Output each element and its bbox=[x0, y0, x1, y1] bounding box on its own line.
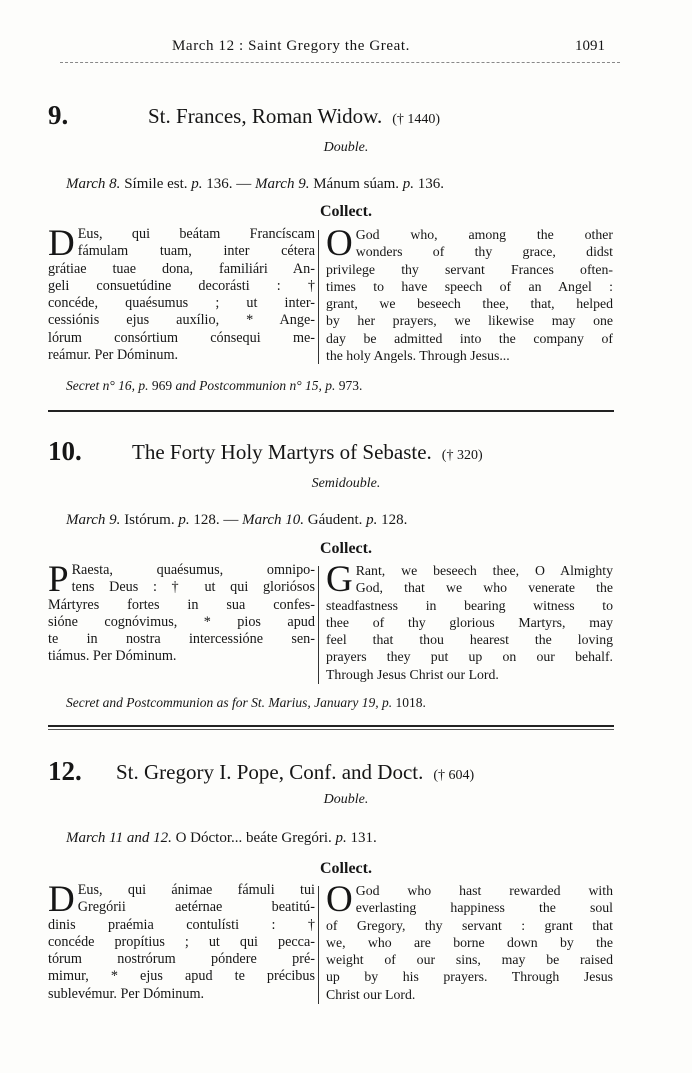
drop-cap: D bbox=[48, 223, 75, 264]
entry-title: St. Gregory I. Pope, Conf. and Doct. († 604) bbox=[116, 760, 475, 784]
entry-number: 12. bbox=[48, 756, 82, 786]
drop-cap: P bbox=[48, 559, 69, 600]
collect-heading: Collect. bbox=[320, 540, 372, 557]
drop-cap: O bbox=[326, 879, 353, 920]
references: March 9. Istórum. p. 128. — March 10. Gáudent. p. 128. bbox=[66, 512, 408, 528]
rank: Double. bbox=[323, 792, 369, 807]
death-year: († 1440) bbox=[392, 112, 441, 127]
running-title: March 12 : Saint Gregory the Great. bbox=[172, 38, 411, 54]
collect-english: G Rant, we beseech thee, O Almighty God, that we who venerate the steadfastness in bearing witness to thee of thy glorious Martyrs, may feel that thou hearest the loving prayers they put up on our behalf. Through Jesus Christ our Lord. bbox=[326, 559, 613, 682]
entry-number: 10. bbox=[48, 436, 82, 466]
collect-latin: D Eus, qui beátam Francíscam fámulam tuam, inter cétera grátiae tuae dona, familiári An- geli consuetúdine decorásti : † concéde, quaésumus ; ut inter- cessiónis ejus auxílio, * Ange- lórum consórtium cónsequi me- reámur. Per Dóminum. bbox=[48, 223, 315, 364]
section-rule bbox=[48, 725, 614, 727]
column-divider bbox=[318, 566, 319, 684]
collect-english: O God who hast rewarded with everlasting happiness the soul of Gregory, thy servant : grant that we, who are borne down by the weight of our sins, may be raised up by his prayers. Through Jesus Christ our Lord. bbox=[326, 879, 613, 1002]
rank: Semidouble. bbox=[311, 476, 381, 491]
references: March 8. Símile est. p. 136. — March 9. Mánum súam. p. 136. bbox=[66, 176, 445, 192]
death-year: († 604) bbox=[433, 768, 475, 783]
drop-cap: D bbox=[48, 879, 75, 920]
collect-latin: D Eus, qui ánimae fámuli tui Gregórii aetérnae beatitú- dinis praémia contulísti : † concéde propítius ; ut qui pecca- tórum nostrórum póndere pré- mimur, * ejus apud te précibus sublevémur. Per Dóminum. bbox=[48, 879, 315, 1002]
secret-reference: Secret n° 16, p. 969 and Postcommunion n° 15, p. 973. bbox=[66, 378, 363, 393]
running-header bbox=[0, 38, 692, 62]
death-year: († 320) bbox=[441, 448, 483, 463]
references: March 11 and 12. O Dóctor... beáte Gregóri. p. 131. bbox=[66, 830, 377, 846]
rank: Double. bbox=[323, 140, 369, 155]
entry-number: 9. bbox=[48, 100, 69, 130]
collect-heading: Collect. bbox=[320, 860, 372, 877]
entry-title: St. Frances, Roman Widow. († 1440) bbox=[148, 104, 441, 128]
drop-cap: O bbox=[326, 223, 353, 264]
header-rule bbox=[60, 62, 620, 63]
page-number: 1091 bbox=[575, 38, 605, 54]
section-rule bbox=[48, 410, 614, 412]
drop-cap: G bbox=[326, 559, 353, 600]
secret-reference: Secret and Postcommunion as for St. Marius, January 19, p. 1018. bbox=[66, 695, 426, 710]
collect-english: O God who, among the other wonders of thy grace, didst privilege thy servant Frances often- times to have speech of an Angel : grant, we beseech thee, that, helped by her prayers, we likewise may one day be admitted into the company of the holy Angels. Through Jesus... bbox=[326, 223, 613, 364]
entry-title: The Forty Holy Martyrs of Sebaste. († 320) bbox=[132, 440, 483, 464]
column-divider bbox=[318, 230, 319, 364]
collect-heading: Collect. bbox=[320, 203, 372, 220]
section-rule-thin bbox=[48, 729, 614, 730]
collect-latin: P Raesta, quaésumus, omnipo- tens Deus : † ut qui gloriósos Mártyres fortes in sua confes- sióne cognóvimus, * pios apud te in nostra intercessióne sen- tiámus. Per Dóminum. bbox=[48, 559, 315, 665]
column-divider bbox=[318, 886, 319, 1004]
